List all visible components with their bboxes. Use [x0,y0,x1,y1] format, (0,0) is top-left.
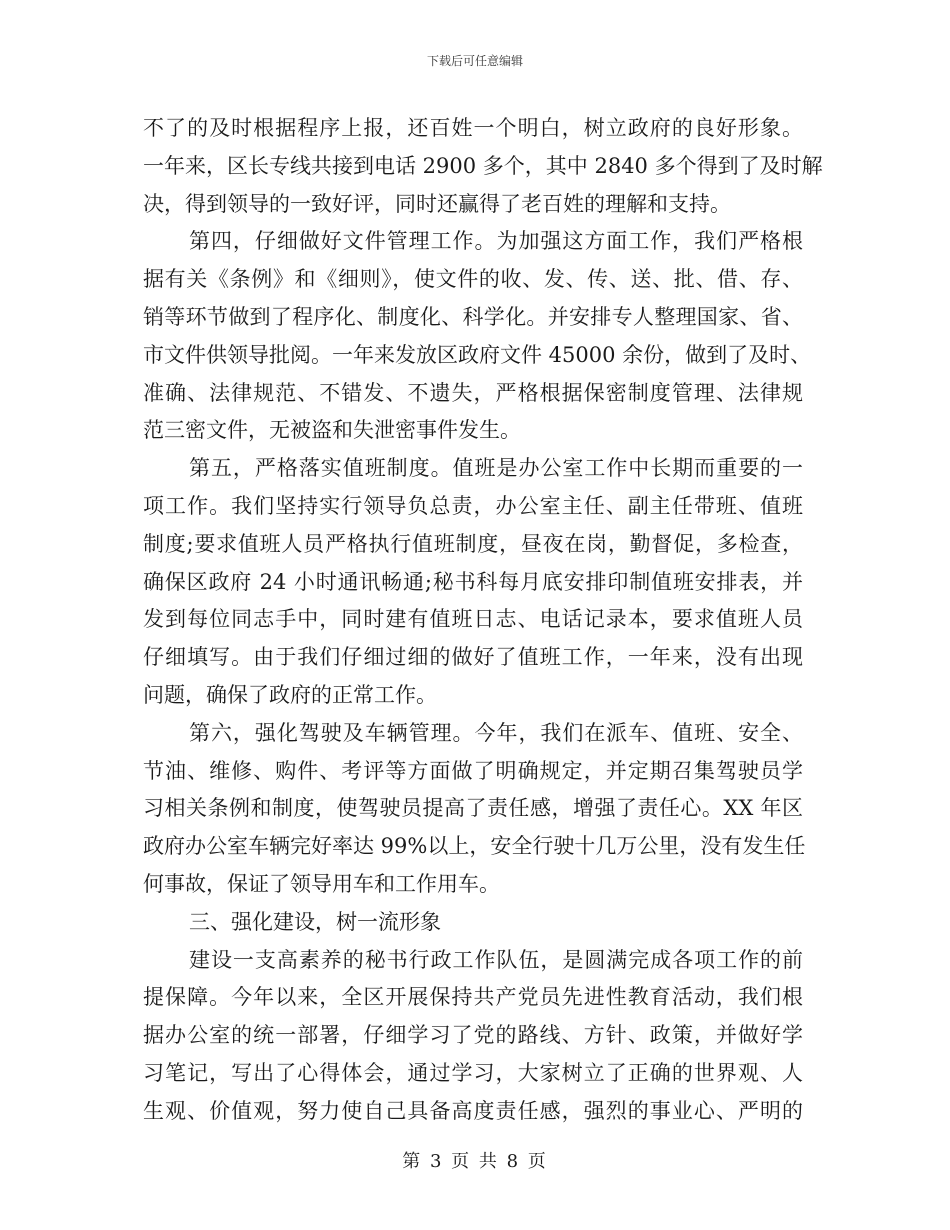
page-header: 下载后可任意编辑 [426,54,523,68]
page-number: 第 3 页 共 8 页 [402,1151,548,1172]
paragraph-start: 建设一支高素养的秘书行政工作队伍，是圆满完成各项工作的前 [189,947,803,972]
text-line: 节油、维修、购件、考评等方面做了明确规定，并定期召集驾驶员学 [143,758,803,783]
document-body [143,110,823,1131]
text-line: 习笔记，写出了心得体会，通过学习，大家树立了正确的世界观、人 [143,1060,803,1085]
text-line: 生观、价值观，努力使自己具备高度责任感，强烈的事业心、严明的 [143,1098,803,1123]
text-line: 确保区政府 24 小时通讯畅通;秘书科每月底安排印制值班安排表，并 [143,569,803,594]
paragraph-start: 第四，仔细做好文件管理工作。为加强这方面工作，我们严格根 [189,229,803,254]
text-line: 问题，确保了政府的正常工作。 [143,682,437,707]
text-line: 发到每位同志手中，同时建有值班日志、电话记录本，要求值班人员 [143,607,803,632]
text-line: 据办公室的统一部署，仔细学习了党的路线、方针、政策，并做好学 [143,1023,803,1048]
text-line: 项工作。我们坚持实行领导负总责，办公室主任、副主任带班、值班 [143,493,803,518]
text-line: 不了的及时根据程序上报，还百姓一个明白，树立政府的良好形象。 [143,116,803,140]
text-line: 仔细填写。由于我们仔细过细的做好了值班工作，一年来，没有出现 [143,645,803,670]
section-heading: 三、强化建设，树一流形象 [189,909,441,934]
text-line: 政府办公室车辆完好率达 99%以上，安全行驶十几万公里，没有发生任 [143,834,806,859]
text-line: 准确、法律规范、不错发、不遗失，严格根据保密制度管理、法律规 [143,380,803,405]
text-line: 一年来，区长专线共接到电话 2900 多个，其中 2840 多个得到了及时解 [143,153,823,178]
text-line: 决，得到领导的一致好评，同时还赢得了老百姓的理解和支持。 [143,191,731,216]
paragraph-start: 第六，强化驾驶及车辆管理。今年，我们在派车、值班、安全、 [189,720,803,745]
text-line: 市文件供领导批阅。一年来发放区政府文件 45000 余份，做到了及时、 [143,342,812,367]
text-line: 销等环节做到了程序化、制度化、科学化。并安排专人整理国家、省、 [143,304,803,329]
text-line: 范三密文件，无被盗和失泄密事件发生。 [143,418,521,443]
paragraph-start: 第五，严格落实值班制度。值班是办公室工作中长期而重要的一 [189,456,803,481]
text-line: 制度;要求值班人员严格执行值班制度，昼夜在岗，勤督促，多检查， [143,531,803,556]
text-line: 据有关《条例》和《细则》，使文件的收、发、传、送、批、借、存、 [143,267,803,292]
text-line: 何事故，保证了领导用车和工作用车。 [143,871,500,896]
text-line: 提保障。今年以来，全区开展保持共产党员先进性教育活动，我们根 [143,985,803,1010]
text-line: 习相关条例和制度，使驾驶员提高了责任感，增强了责任心。XX 年区 [143,796,803,821]
